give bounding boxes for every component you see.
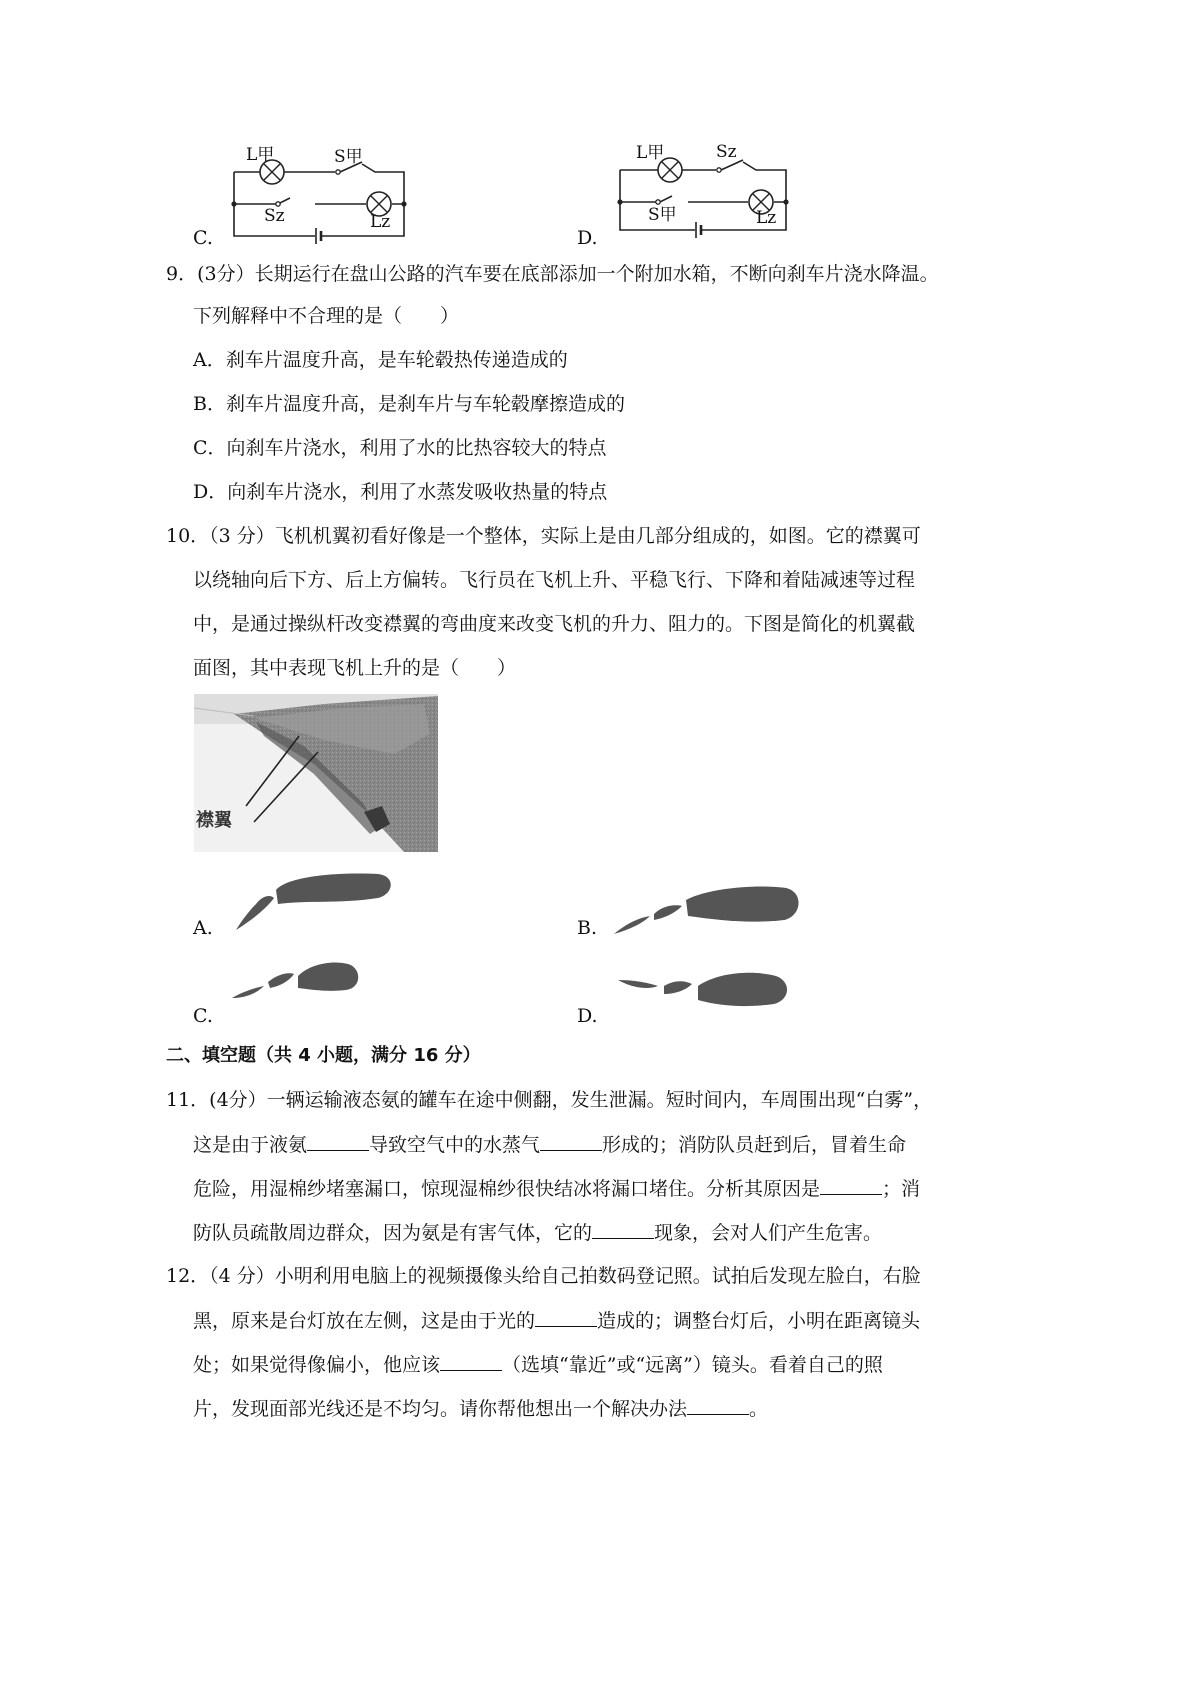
section-heading: 二、填空题（共 4 小题，满分 16 分） bbox=[166, 1045, 481, 1066]
q11-blank-1[interactable] bbox=[307, 1132, 369, 1151]
q11-line2 bbox=[193, 1132, 906, 1157]
airfoil-a-label: A. bbox=[193, 917, 213, 939]
q12-line4-a: 片，发现面部光线还是不均匀。请你帮他想出一个解决办法 bbox=[193, 1398, 688, 1420]
wing-photo-label: 襟翼 bbox=[196, 810, 232, 831]
q11-blank-2[interactable] bbox=[540, 1132, 602, 1151]
q11-line2-a: 这是由于液氨 bbox=[193, 1134, 308, 1156]
airfoil-b-label: B. bbox=[577, 917, 598, 939]
circuit-c-lamp-top-label: L甲 bbox=[246, 145, 275, 165]
q9-option-b: B．刹车片温度升高，是刹车片与车轮毂摩擦造成的 bbox=[193, 393, 625, 415]
circuit-c-switch-bottom-label: Sz bbox=[264, 206, 285, 226]
airfoil-c-label: C. bbox=[193, 1005, 213, 1027]
q10-stem-line2: 以绕轴向后下方、后上方偏转。飞行员在飞机上升、平稳飞行、下降和着陆减速等过程 bbox=[193, 569, 916, 591]
circuit-c-switch-top-label: S甲 bbox=[334, 147, 363, 167]
airfoil-d-label: D. bbox=[577, 1005, 598, 1027]
q12-line3-b: （选填“靠近”或“远离”）镜头。看着自己的照 bbox=[502, 1354, 883, 1376]
q9-stem-line1: 9．(3分）长期运行在盘山公路的汽车要在底部添加一个附加水箱，不断向刹车片浇水降温。 bbox=[166, 263, 939, 285]
q11-line3 bbox=[193, 1176, 920, 1201]
q11-blank-3[interactable] bbox=[820, 1176, 882, 1195]
q9-option-c: C．向刹车片浇水，利用了水的比热容较大的特点 bbox=[193, 437, 607, 459]
q12-line3 bbox=[193, 1352, 883, 1377]
circuit-d-lamp-bottom-label: Lz bbox=[756, 208, 777, 228]
airfoil-d bbox=[614, 966, 794, 1016]
q11-line3-a: 危险，用湿棉纱堵塞漏口，惊现湿棉纱很快结冰将漏口堵住。分析其原因是 bbox=[193, 1178, 821, 1200]
circuit-d-switch-top-label: Sz bbox=[716, 142, 737, 162]
q12-line3-a: 处；如果觉得像偏小，他应该 bbox=[193, 1354, 441, 1376]
circuit-d-lamp-top-label: L甲 bbox=[636, 143, 665, 163]
q10-stem-line1: 10．（3 分）飞机机翼初看好像是一个整体，实际上是由几部分组成的，如图。它的襟翼可 bbox=[166, 525, 921, 547]
q11-line4 bbox=[193, 1220, 882, 1245]
circuit-d-option-label: D. bbox=[577, 227, 598, 249]
q11-line4-b: 现象，会对人们产生危害。 bbox=[654, 1222, 883, 1244]
q11-line1: 11．(4分）一辆运输液态氨的罐车在途中侧翻，发生泄漏。短时间内，车周围出现“白雾”， bbox=[166, 1089, 933, 1111]
q9-option-a: A．刹车片温度升高，是车轮毂热传递造成的 bbox=[193, 349, 568, 371]
q12-blank-2[interactable] bbox=[440, 1352, 502, 1371]
q9-stem-line2: 下列解释中不合理的是（ ） bbox=[193, 305, 460, 327]
circuit-c-lamp-bottom-label: Lz bbox=[370, 212, 391, 232]
q12-line1: 12．（4 分）小明利用电脑上的视频摄像头给自己拍数码登记照。试拍后发现左脸白，右脸 bbox=[166, 1265, 921, 1287]
q9-option-d: D．向刹车片浇水，利用了水蒸发吸收热量的特点 bbox=[193, 481, 608, 503]
q11-line2-c: 形成的；消防队员赶到后，冒着生命 bbox=[602, 1134, 907, 1156]
circuit-c bbox=[190, 140, 450, 250]
circuit-d bbox=[578, 138, 838, 248]
airfoil-c bbox=[228, 958, 368, 1008]
q11-line3-b: ；消 bbox=[882, 1178, 921, 1200]
q12-line2-b: 造成的；调整台灯后，小明在距离镜头 bbox=[597, 1310, 921, 1332]
circuit-d-switch-bottom-label: S甲 bbox=[648, 205, 677, 225]
q12-line2 bbox=[193, 1308, 920, 1333]
q11-blank-4[interactable] bbox=[592, 1220, 654, 1239]
q11-line4-a: 防队员疏散周边群众，因为氨是有害气体，它的 bbox=[193, 1222, 593, 1244]
q12-line4-b: 。 bbox=[749, 1398, 769, 1420]
q10-stem-line4: 面图，其中表现飞机上升的是（ ） bbox=[193, 657, 517, 679]
q10-stem-line3: 中，是通过操纵杆改变襟翼的弯曲度来改变飞机的升力、阻力的。下图是简化的机翼截 bbox=[193, 613, 916, 635]
q12-blank-1[interactable] bbox=[535, 1308, 597, 1327]
q12-line2-a: 黑，原来是台灯放在左侧，这是由于光的 bbox=[193, 1310, 536, 1332]
q11-line2-b: 导致空气中的水蒸气 bbox=[369, 1134, 541, 1156]
circuit-d-diagram bbox=[578, 138, 838, 248]
circuit-c-option-label: C. bbox=[193, 227, 213, 249]
airfoil-a bbox=[228, 870, 398, 936]
q12-line4 bbox=[193, 1396, 768, 1421]
circuit-c-diagram bbox=[190, 140, 450, 250]
wing-photo bbox=[194, 694, 438, 852]
q12-blank-3[interactable] bbox=[687, 1396, 749, 1415]
airfoil-b bbox=[608, 880, 808, 940]
